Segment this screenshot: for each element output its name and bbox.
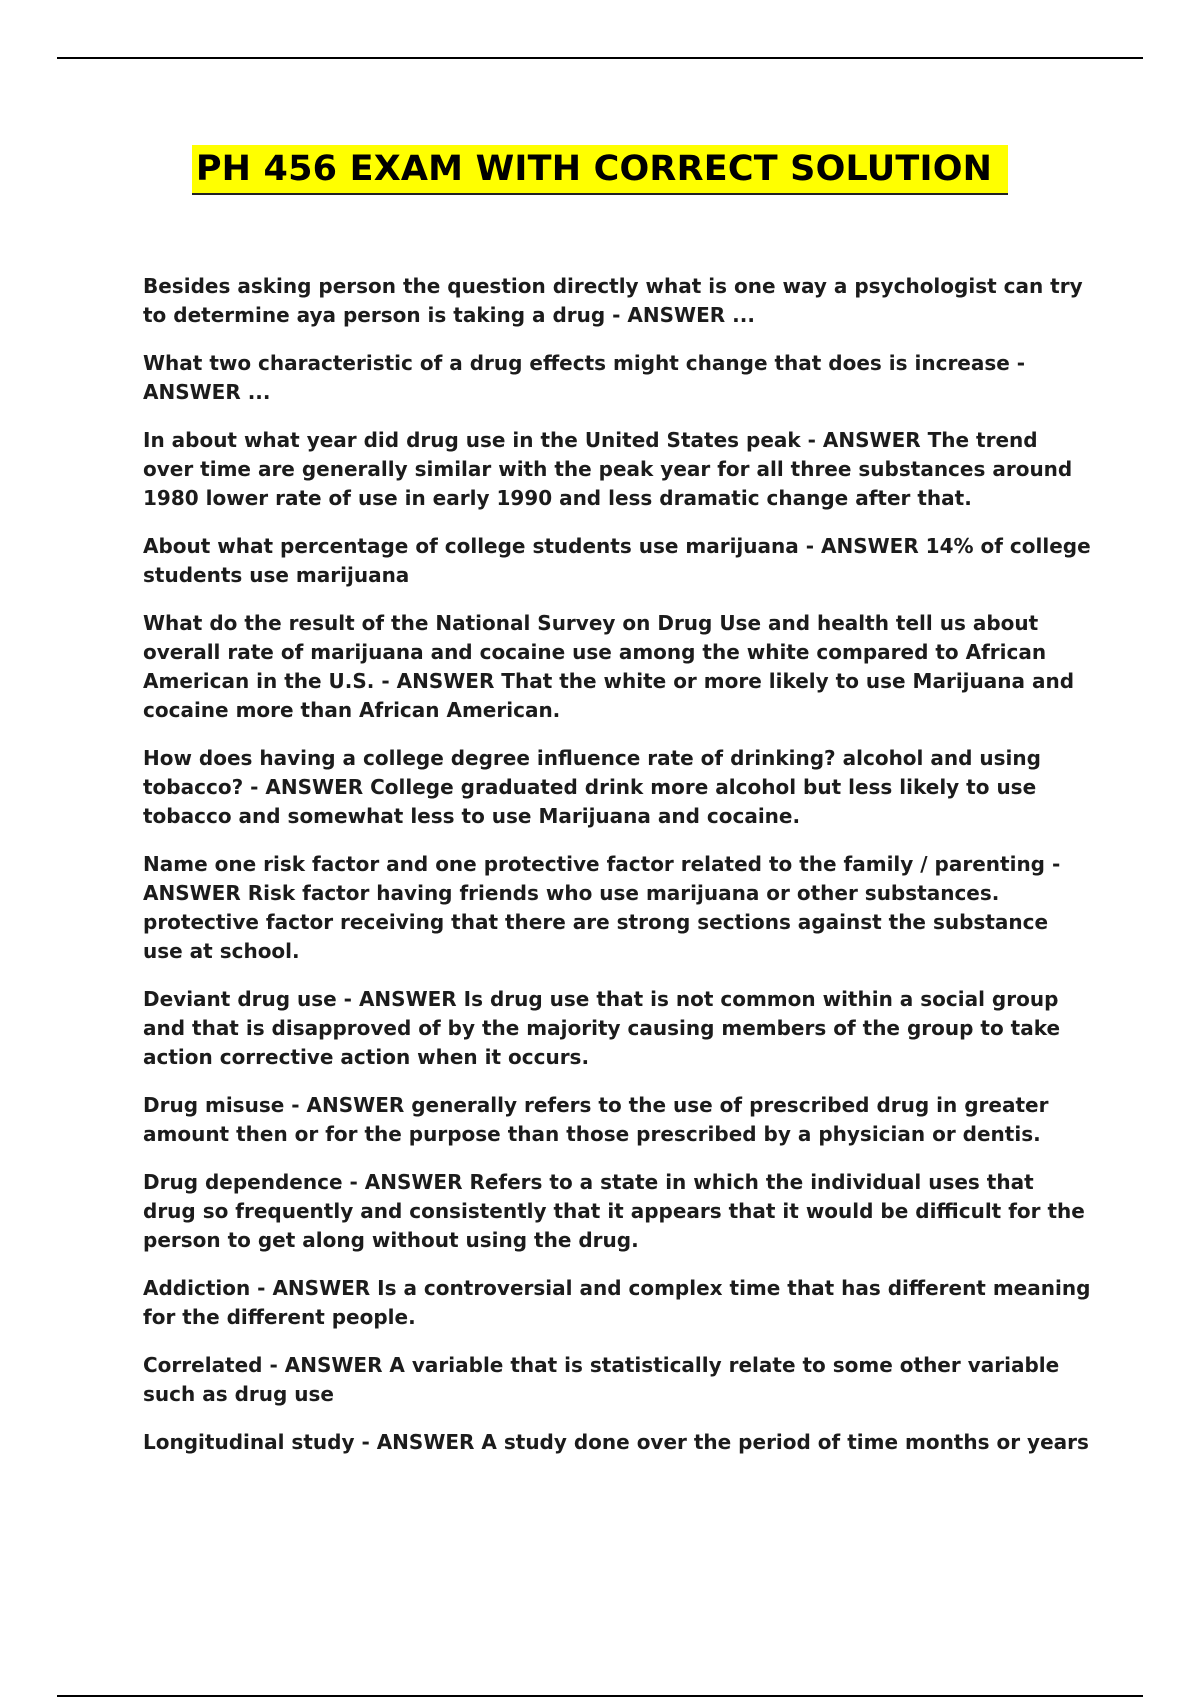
qa-item: In about what year did drug use in the United States peak - ANSWER The trend over time are generally similar with the peak year for all three substances around 1980 lower rate of use in early 1990 and less dramatic change after that. [143, 428, 1073, 510]
qa-item: About what percentage of college students use marijuana - ANSWER 14% of college students use marijuana [143, 534, 1091, 587]
page-title: PH 456 EXAM WITH CORRECT SOLUTION [192, 145, 1008, 195]
qa-item: How does having a college degree influence rate of drinking? alcohol and using tobacco? - ANSWER College graduated drink more alcohol but less likely to use tobacco and somewhat less to use Marijuana and cocaine. [143, 746, 1041, 828]
top-rule [57, 57, 1143, 59]
qa-item: What two characteristic of a drug effects might change that does is increase - ANSWER ... [143, 351, 1026, 404]
qa-item: Correlated - ANSWER A variable that is statistically relate to some other variable such as drug use [143, 1353, 1060, 1406]
qa-item: Drug dependence - ANSWER Refers to a state in which the individual uses that drug so frequently and consistently that it appears that it would be difficult for the person to get along without using the drug. [143, 1170, 1085, 1252]
qa-item: Drug misuse - ANSWER generally refers to the use of prescribed drug in greater amount then or for the purpose than those prescribed by a physician or dentis. [143, 1093, 1049, 1146]
qa-item: Name one risk factor and one protective factor related to the family / parenting - ANSWER Risk factor having friends who use marijuana or other substances. protective factor receiving that there are strong sections against the substance use at school. [143, 852, 1061, 963]
qa-item: Besides asking person the question directly what is one way a psychologist can try to determine aya person is taking a drug - ANSWER ... [143, 274, 1083, 327]
qa-item: What do the result of the National Survey on Drug Use and health tell us about overall rate of marijuana and cocaine use among the white compared to African American in the U.S. - ANSWER That the white or more likely to use Marijuana and cocaine more than African American. [143, 611, 1075, 722]
bottom-rule [57, 1695, 1143, 1697]
qa-list [143, 272, 1093, 1476]
qa-item: Addiction - ANSWER Is a controversial and complex time that has different meaning for the different people. [143, 1276, 1091, 1329]
qa-item: Longitudinal study - ANSWER A study done over the period of time months or years [143, 1430, 1089, 1454]
qa-item: Deviant drug use - ANSWER Is drug use that is not common within a social group and that is disapproved of by the majority causing members of the group to take action corrective action when it occurs. [143, 987, 1061, 1069]
title-block [0, 145, 1200, 195]
